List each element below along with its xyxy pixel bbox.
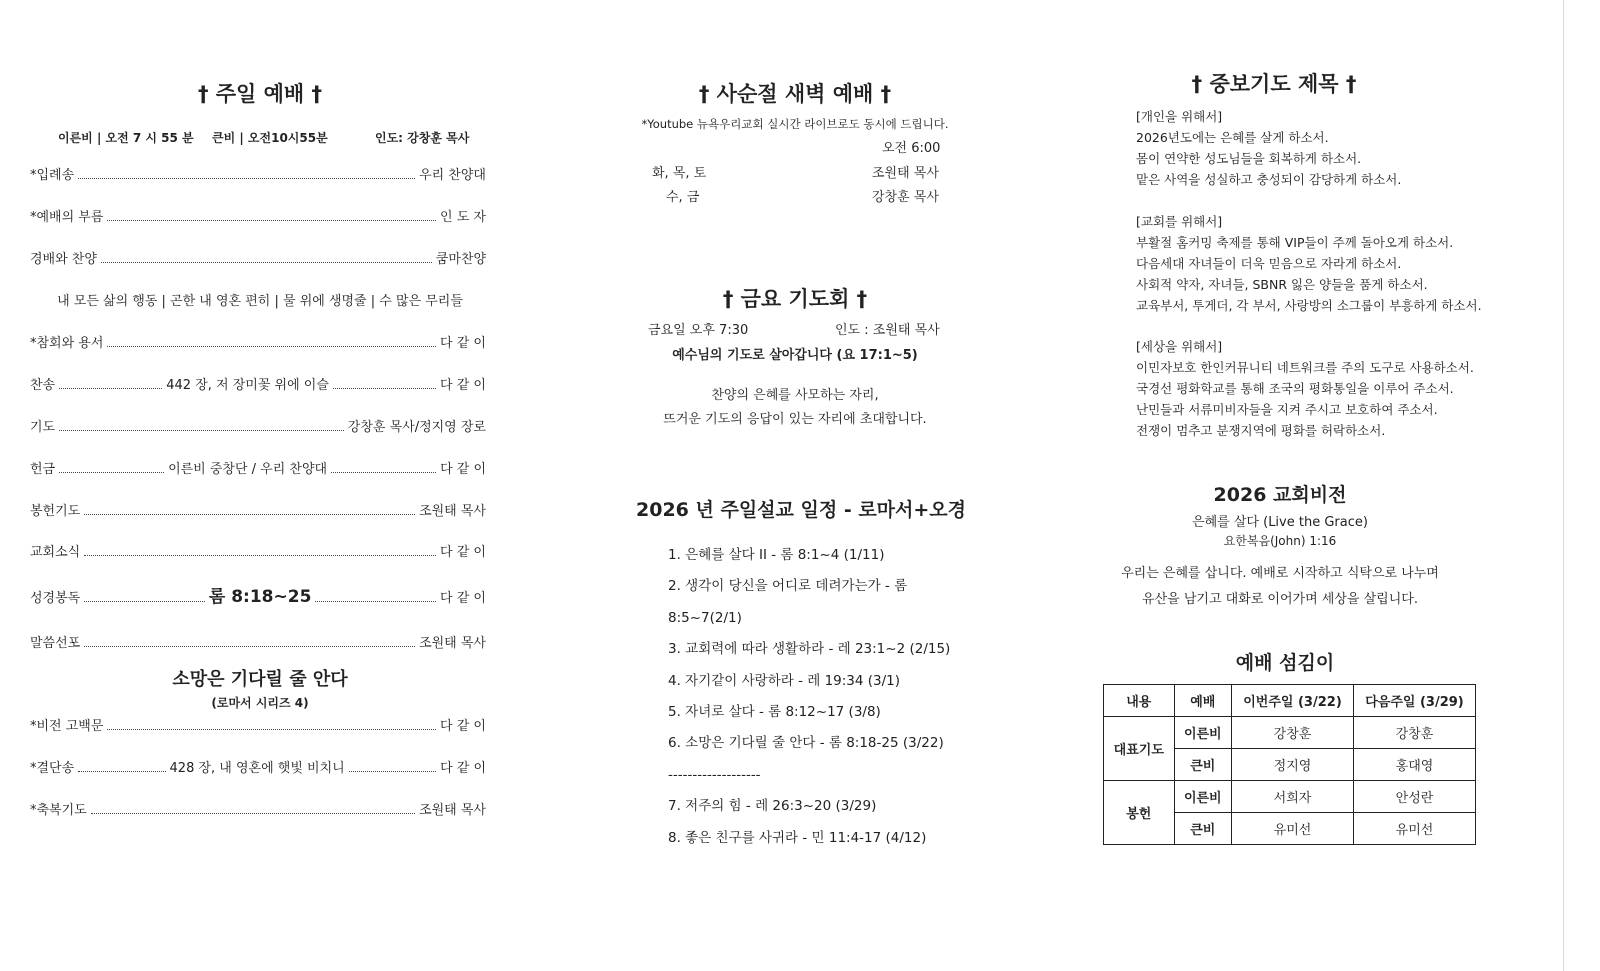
prayer-group-head: [세상을 위해서] <box>1136 339 1223 354</box>
order-right: 다 같 이 <box>440 336 486 351</box>
prayer-line: 국경선 평화학교를 통해 조국의 평화통일을 이루어 주소서. <box>1136 381 1454 396</box>
dawn-youtube-note: *Youtube 뉴욕우리교회 실시간 라이브로도 동시에 드립니다. <box>641 117 949 131</box>
order-row <box>30 757 486 776</box>
order-right: 다 같 이 <box>440 462 487 477</box>
schedule-divider: ------------------- <box>668 766 761 783</box>
prayer-group-personal <box>1136 106 1516 190</box>
order-row <box>30 458 486 477</box>
order-label: 헌금 <box>30 462 56 477</box>
order-right: 인 도 자 <box>440 210 486 225</box>
sermon-title: 소망은 기다릴 줄 안다 <box>172 669 348 690</box>
prayer-group-head: [교회를 위해서] <box>1136 214 1223 229</box>
prayer-line: 다음세대 자녀들이 더욱 믿음으로 자라게 하소서. <box>1136 256 1402 271</box>
schedule-item: 1. 은혜를 살다 II - 롬 8:1~4 (1/11) <box>668 547 885 563</box>
order-label: *비전 고백문 <box>30 719 104 734</box>
table-header: 예배 <box>1174 685 1231 717</box>
dawn-time: 오전 6:00 <box>882 141 941 156</box>
table-cell: 이른비 <box>1174 781 1231 813</box>
service-leader: 인도: 강창훈 목사 <box>375 131 470 145</box>
prayer-group-church <box>1136 211 1516 316</box>
order-right: 강창훈 목사/정지영 장로 <box>347 420 486 435</box>
order-right: 다 같 이 <box>440 719 486 734</box>
dawn-days: 화, 목, 토 <box>652 166 707 181</box>
order-mid: 428 장, 내 영혼에 햇빛 비치니 <box>169 761 345 776</box>
service-servants-title: 예배 섬김이 <box>1235 652 1335 674</box>
order-row <box>30 206 486 225</box>
order-row <box>30 500 486 519</box>
prayer-group-world <box>1136 336 1516 441</box>
prayer-vision-column <box>1100 0 1480 971</box>
prayer-line: 난민들과 서류미비자들을 지켜 주시고 보호하여 주소서. <box>1136 402 1438 417</box>
order-right: 조원태 목사 <box>419 504 486 519</box>
order-row <box>30 541 486 560</box>
table-cell: 강창훈 <box>1232 717 1354 749</box>
sermon-schedule-title: 2026 년 주일설교 일정 - 로마서+오경 <box>636 499 967 521</box>
order-right: 다 같 이 <box>440 378 486 393</box>
sermon-series: (로마서 시리즈 4) <box>211 696 309 710</box>
order-right: 쿰마찬양 <box>435 252 486 267</box>
table-cell: 정지영 <box>1232 749 1354 781</box>
order-label: 찬송 <box>30 378 56 393</box>
order-label: *입례송 <box>30 168 75 183</box>
order-label: 교회소식 <box>30 545 81 560</box>
table-row <box>1104 781 1476 813</box>
schedule-item: 4. 자기같이 사랑하라 - 레 19:34 (3/1) <box>668 672 901 689</box>
order-row <box>30 582 486 607</box>
order-label: 기도 <box>30 420 56 435</box>
vision-line2: 유산을 남기고 대화로 이어가며 세상을 살립니다. <box>1142 592 1418 607</box>
order-row <box>30 416 486 435</box>
table-cell: 홍대영 <box>1353 749 1475 781</box>
vision-subtitle: 은혜를 살다 (Live the Grace) <box>1192 515 1368 530</box>
order-row <box>30 799 486 818</box>
sermon-schedule-list <box>668 540 960 854</box>
order-label: 말씀선포 <box>30 636 81 651</box>
sunday-worship-title: † 주일 예배 † <box>197 82 323 106</box>
page-edge-line <box>1563 0 1564 971</box>
praise-song-list: 내 모든 삶의 행동 | 곤한 내 영혼 편히 | 물 위에 생명줄 | 수 많은 무리들 <box>57 294 463 309</box>
order-label: 봉헌기도 <box>30 504 81 519</box>
vision-verse: 요한복음(John) 1:16 <box>1223 534 1337 548</box>
order-row <box>30 332 486 351</box>
table-cell: 안성란 <box>1353 781 1475 813</box>
order-label: 성경봉독 <box>30 591 81 606</box>
friday-time: 금요일 오후 7:30 <box>648 323 749 338</box>
late-service-time: 큰비 | 오전10시55분 <box>212 131 328 145</box>
prayer-line: 전쟁이 멈추고 분쟁지역에 평화를 허락하소서. <box>1136 423 1386 438</box>
order-label: *결단송 <box>30 761 75 776</box>
prayer-line: 몸이 연약한 성도님들을 회복하게 하소서. <box>1136 151 1362 166</box>
sunday-worship-column <box>30 0 490 971</box>
prayer-line: 2026년도에는 은혜를 살게 하소서. <box>1136 130 1329 145</box>
friday-theme: 예수님의 기도로 살아갑니다 (요 17:1~5) <box>672 348 918 363</box>
order-label: 경배와 찬양 <box>30 252 97 267</box>
prayer-group-head: [개인을 위해서] <box>1136 109 1223 124</box>
dawn-friday-schedule-column <box>630 0 967 971</box>
schedule-item: 2. 생각이 당신을 어디로 데려가는가 - 롬 8:5~7(2/1) <box>668 578 908 626</box>
vision-title: 2026 교회비전 <box>1213 484 1347 506</box>
table-cell: 서희자 <box>1232 781 1354 813</box>
dawn-days: 수, 금 <box>666 190 700 205</box>
vision-line1: 우리는 은혜를 삽니다. 예배로 시작하고 식탁으로 나누며 <box>1121 566 1439 581</box>
table-group-cell: 봉헌 <box>1104 781 1175 845</box>
table-cell: 강창훈 <box>1353 717 1475 749</box>
order-label: *참회와 용서 <box>30 336 104 351</box>
order-row <box>30 248 486 267</box>
order-right: 우리 찬양대 <box>419 168 486 183</box>
schedule-item: 3. 교회력에 따라 생활하라 - 레 23:1~2 (2/15) <box>668 641 951 658</box>
prayer-line: 사회적 약자, 자녀들, SBNR 잃은 양들을 품게 하소서. <box>1136 277 1428 292</box>
dawn-service-title: † 사순절 새벽 예배 † <box>698 82 892 106</box>
order-label: *예배의 부름 <box>30 210 104 225</box>
order-mid: 442 장, 저 장미꽃 위에 이슬 <box>166 378 329 393</box>
order-right: 조원태 목사 <box>419 803 486 818</box>
schedule-item: 7. 저주의 힘 - 레 26:3~20 (3/29) <box>668 798 877 815</box>
prayer-line: 맡은 사역을 성실하고 충성되이 감당하게 하소서. <box>1136 172 1402 187</box>
prayer-line: 이민자보호 한인커뮤니티 네트워크를 주의 도구로 사용하소서. <box>1136 360 1474 375</box>
schedule-item: 6. 소망은 기다릴 줄 안다 - 롬 8:18-25 (3/22) <box>668 735 944 752</box>
order-right: 조원태 목사 <box>419 636 486 651</box>
dawn-leader: 강창훈 목사 <box>872 190 939 205</box>
intercessory-prayer-title: † 중보기도 제목 † <box>1191 72 1357 96</box>
table-row <box>1104 717 1476 749</box>
table-group-cell: 대표기도 <box>1104 717 1175 781</box>
scripture-reference: 롬 8:18~25 <box>208 587 312 607</box>
early-service-time: 이른비 | 오전 7 시 55 분 <box>58 131 194 145</box>
table-cell: 유미선 <box>1232 813 1354 845</box>
table-cell: 유미선 <box>1353 813 1475 845</box>
order-row <box>30 632 486 651</box>
friday-leader: 인도 : 조원태 목사 <box>835 323 940 338</box>
service-servants-table <box>1103 684 1476 845</box>
table-header: 다음주일 (3/29) <box>1353 685 1475 717</box>
order-right: 다 같 이 <box>440 545 486 560</box>
schedule-item: 5. 자녀로 살다 - 롬 8:12~17 (3/8) <box>668 704 881 721</box>
prayer-line: 부활절 홈커밍 축제를 통해 VIP들이 주께 돌아오게 하소서. <box>1136 235 1454 250</box>
dawn-leader: 조원태 목사 <box>872 166 939 181</box>
order-label: *축복기도 <box>30 803 87 818</box>
friday-prayer-title: † 금요 기도회 † <box>722 287 868 311</box>
table-header: 내용 <box>1104 685 1175 717</box>
order-row <box>30 715 486 734</box>
order-right: 다 같 이 <box>440 761 487 776</box>
table-cell: 이른비 <box>1174 717 1231 749</box>
friday-invite-line2: 뜨거운 기도의 응답이 있는 자리에 초대합니다. <box>663 412 927 427</box>
order-row <box>30 374 486 393</box>
order-row <box>30 164 486 183</box>
prayer-line: 교육부서, 투게더, 각 부서, 사랑방의 소그룹이 부흥하게 하소서. <box>1136 298 1482 313</box>
friday-invite-line1: 찬양의 은혜를 사모하는 자리, <box>711 388 879 403</box>
table-cell: 큰비 <box>1174 749 1231 781</box>
table-header-row <box>1104 685 1476 717</box>
table-header: 이번주일 (3/22) <box>1232 685 1354 717</box>
table-cell: 큰비 <box>1174 813 1231 845</box>
order-mid: 이른비 중창단 / 우리 찬양대 <box>168 462 328 477</box>
schedule-item: 8. 좋은 친구를 사귀라 - 민 11:4-17 (4/12) <box>668 829 927 846</box>
order-right: 다 같 이 <box>440 591 486 606</box>
